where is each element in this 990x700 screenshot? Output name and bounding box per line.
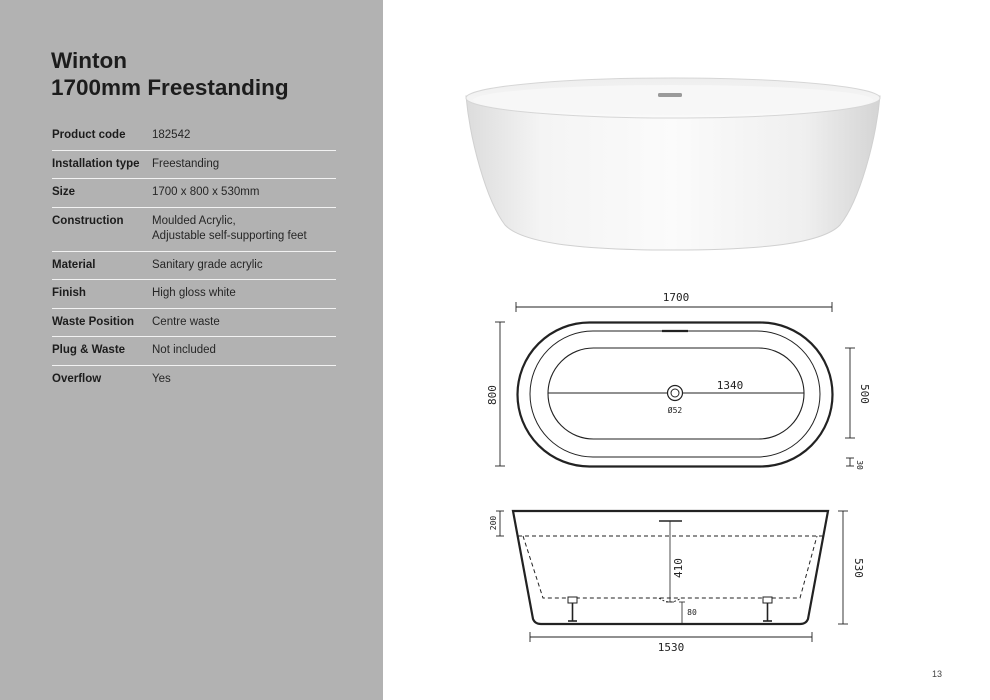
dim-side-depth: 410 xyxy=(672,558,685,578)
spec-row-size xyxy=(52,179,336,208)
spec-value: Not included xyxy=(152,344,216,356)
spec-value: Sanitary grade acrylic xyxy=(152,258,263,271)
spec-value: Freestanding xyxy=(152,157,220,170)
dim-waste-height: 80 xyxy=(687,608,697,617)
foot-right-icon xyxy=(763,597,772,603)
bath-photo xyxy=(466,78,880,250)
dim-waste-diameter: Ø52 xyxy=(667,406,683,415)
spec-label: Material xyxy=(52,258,96,271)
spec-row-overflow xyxy=(52,366,336,394)
spec-value: Centre waste xyxy=(152,315,220,328)
dim-inner-length: 1340 xyxy=(716,379,744,392)
spec-label: Overflow xyxy=(52,372,102,385)
spec-row-plug-waste xyxy=(52,337,336,366)
page-number: 13 xyxy=(931,669,942,679)
spec-value: 182542 xyxy=(152,129,191,141)
spec-row-material xyxy=(52,252,336,281)
spec-label: Plug & Waste xyxy=(52,344,126,356)
product-illustration xyxy=(383,0,990,700)
dim-inner-width: 500 xyxy=(858,384,871,404)
dim-top-width: 1700 xyxy=(662,291,690,304)
dim-side-rim-height: 200 xyxy=(489,515,498,531)
dim-rim-thickness: 30 xyxy=(855,460,864,470)
foot-left-icon xyxy=(568,597,577,603)
product-title-line2: 1700mm Freestanding xyxy=(51,75,289,100)
spec-label: Product code xyxy=(52,129,126,141)
spec-row-installation-type xyxy=(52,151,336,180)
spec-label: Finish xyxy=(52,287,86,299)
spec-label: Construction xyxy=(52,214,124,227)
overflow-icon xyxy=(658,93,682,97)
spec-value: Yes xyxy=(152,372,171,385)
dim-base-length: 1530 xyxy=(657,641,685,654)
dim-top-depth: 800 xyxy=(486,385,499,405)
product-title xyxy=(51,47,289,101)
spec-row-construction xyxy=(52,208,336,252)
spec-label: Waste Position xyxy=(52,315,134,328)
spec-table xyxy=(52,122,336,393)
plan-view-drawing xyxy=(495,302,855,467)
spec-value: 1700 x 800 x 530mm xyxy=(152,186,260,198)
spec-value: High gloss white xyxy=(152,287,236,299)
spec-label: Installation type xyxy=(52,157,140,170)
spec-row-finish xyxy=(52,280,336,309)
dim-side-height: 530 xyxy=(852,558,865,578)
product-title-line1: Winton xyxy=(51,48,128,73)
spec-sidebar xyxy=(0,0,383,700)
spec-row-waste-position xyxy=(52,309,336,338)
spec-row-product-code xyxy=(52,122,336,151)
spec-value: Moulded Acrylic, Adjustable self-supporting feet xyxy=(152,214,307,242)
spec-label: Size xyxy=(52,186,76,198)
